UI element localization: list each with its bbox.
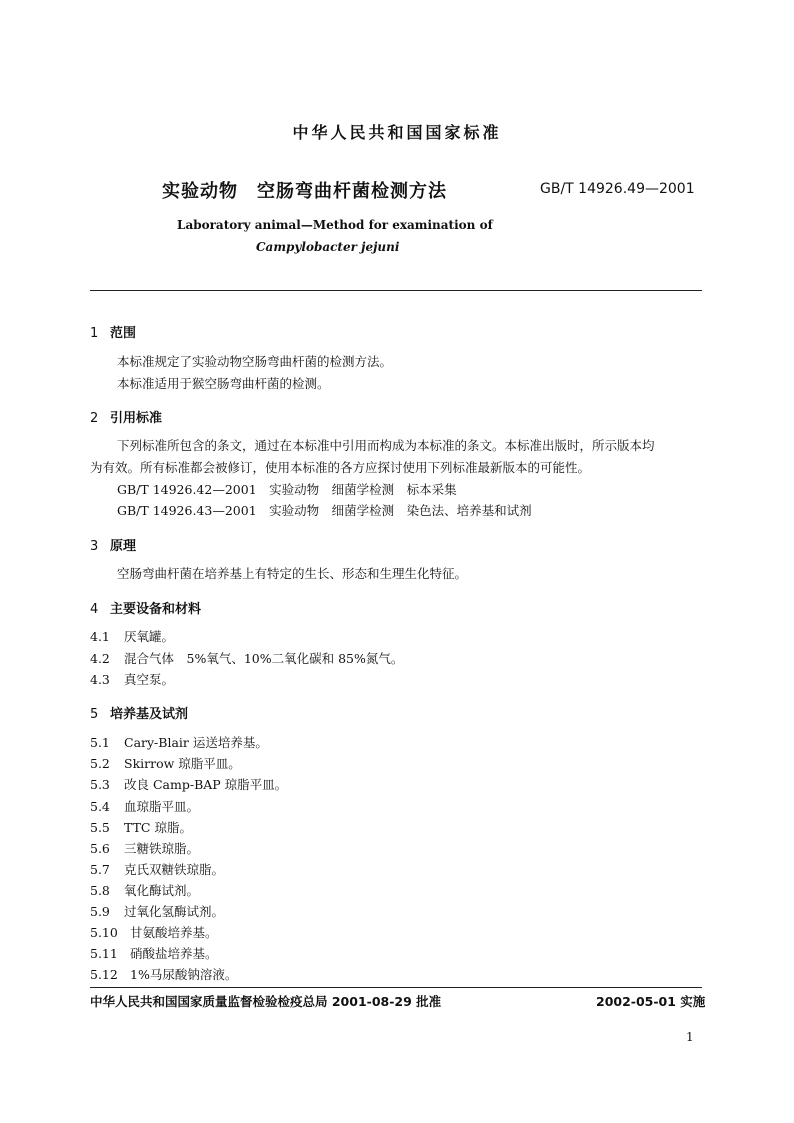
section-heading-4: 4 主要设备和材料	[90, 602, 202, 617]
referenced-standard: GB/T 14926.43—2001 实验动物 细菌学检测 染色法、培养基和试剂	[117, 503, 532, 518]
list-item: 5.9 过氧化氢酶试剂。	[90, 904, 225, 919]
list-item: 4.1 厌氧罐。	[90, 629, 175, 644]
approval-line: 中华人民共和国国家质量监督检验检疫总局 2001-08-29 批准	[90, 994, 442, 1009]
standard-country-heading: 中华人民共和国国家标准	[292, 123, 502, 142]
list-item: 5.12 1%马尿酸钠溶液。	[90, 967, 238, 982]
list-item: 4.3 真空泵。	[90, 672, 175, 687]
section-2-paragraph: 为有效。所有标准都会被修订，使用本标准的各方应探讨使用下列标准最新版本的可能性。	[90, 460, 591, 475]
section-1-paragraph: 本标准适用于猴空肠弯曲杆菌的检测。	[117, 376, 330, 391]
list-item: 5.1 Cary-Blair 运送培养基。	[90, 735, 268, 750]
section-3-paragraph: 空肠弯曲杆菌在培养基上有特定的生长、形态和生理生化特征。	[117, 566, 468, 581]
effective-date: 2002-05-01 实施	[596, 994, 706, 1009]
list-item: 4.2 混合气体 5%氧气、10%二氧化碳和 85%氮气。	[90, 651, 404, 666]
list-item: 5.7 克氏双糖铁琼脂。	[90, 862, 225, 877]
list-item: 5.3 改良 Camp-BAP 琼脂平皿。	[90, 777, 288, 792]
list-item: 5.8 氧化酶试剂。	[90, 883, 200, 898]
section-1-paragraph: 本标准规定了实验动物空肠弯曲杆菌的检测方法。	[117, 354, 393, 369]
top-divider	[90, 290, 702, 291]
list-item: 5.5 TTC 琼脂。	[90, 820, 192, 835]
section-heading-1: 1 范围	[90, 326, 137, 341]
standard-number: GB/T 14926.49—2001	[540, 181, 695, 197]
list-item: 5.2 Skirrow 琼脂平皿。	[90, 756, 241, 771]
document-title-en-line1: Laboratory animal—Method for examination of	[177, 218, 493, 232]
section-heading-5: 5 培养基及试剂	[90, 707, 189, 722]
page-number: 1	[686, 1030, 694, 1044]
list-item: 5.11 硝酸盐培养基。	[90, 946, 218, 961]
list-item: 5.10 甘氨酸培养基。	[90, 925, 218, 940]
document-title-zh: 实验动物 空肠弯曲杆菌检测方法	[162, 181, 447, 202]
section-heading-2: 2 引用标准	[90, 411, 163, 426]
list-item: 5.4 血琼脂平皿。	[90, 799, 200, 814]
document-title-en-line2: Campylobacter jejuni	[256, 240, 400, 254]
section-heading-3: 3 原理	[90, 539, 137, 554]
referenced-standard: GB/T 14926.42—2001 实验动物 细菌学检测 标本采集	[117, 482, 457, 497]
list-item: 5.6 三糖铁琼脂。	[90, 841, 200, 856]
bottom-divider	[90, 987, 702, 988]
section-2-paragraph: 下列标准所包含的条文，通过在本标准中引用而构成为本标准的条文。本标准出版时，所示版本均	[117, 438, 655, 453]
